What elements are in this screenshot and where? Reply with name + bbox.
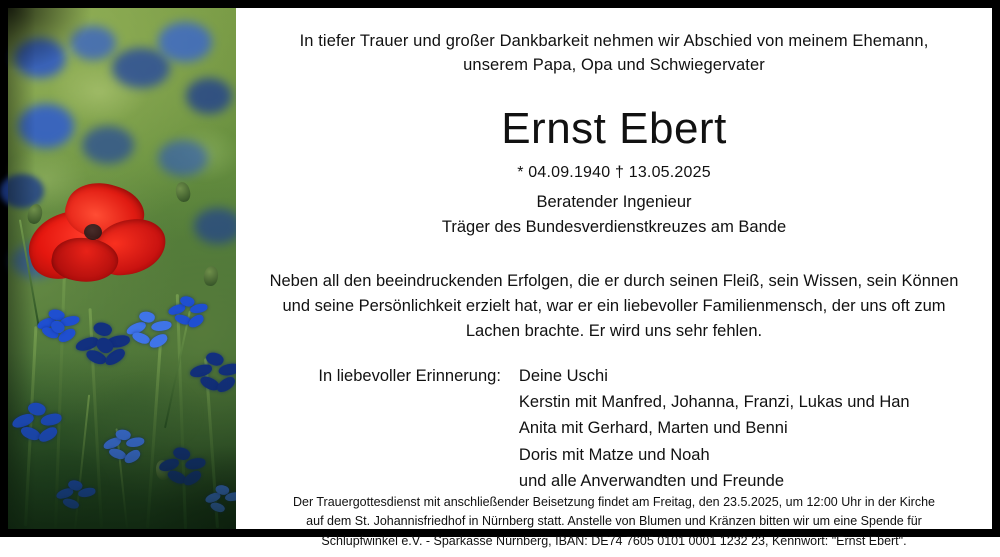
intro-line-2: unserem Papa, Opa und Schwiegervater (463, 55, 765, 74)
profession-and-honour (442, 190, 786, 240)
birth-death-dates: * 04.09.1940 † 13.05.2025 (517, 163, 711, 181)
list-item: Kerstin mit Manfred, Johanna, Franzi, Lukas und Han (518, 393, 910, 412)
memory-label: In liebevoller Erinnerung: (318, 366, 501, 385)
footer-line-3: Schlupfwinkel e.V. - Sparkasse Nürnberg, IBAN: DE74 7605 0101 0001 1232 23, Kennwort: "Ernst Ebert". (321, 533, 907, 548)
intro-block (300, 30, 929, 78)
photo-foreground-grass (8, 8, 236, 529)
list-item: und alle Anverwandten und Freunde (518, 472, 785, 491)
list-item: Doris mit Matze und Noah (518, 445, 710, 464)
tribute-text (270, 269, 959, 343)
list-item: Deine Uschi (518, 366, 608, 385)
tribute-line-1: Neben all den beeindruckenden Erfolgen, die er durch seinen Fleiß, sein Wissen, sein Können (269, 272, 959, 291)
mourners-list (519, 366, 910, 493)
profession: Beratender Ingenieur (536, 192, 692, 211)
tribute-line-3: Lachen brachte. Er wird uns sehr fehlen. (465, 321, 763, 340)
footer-line-2: auf dem St. Johannisfriedhof in Nürnberg statt. Anstelle von Blumen und Kränzen bitten wir um eine Spende für (306, 514, 922, 529)
footer-line-1: Der Trauergottesdienst mit anschließender Beisetzung findet am Freitag, den 23.5.2025, um 12:00 Uhr in der Kirche (292, 494, 936, 509)
deceased-name: Ernst Ebert (501, 103, 727, 153)
intro-line-1: In tiefer Trauer und großer Dankbarkeit nehmen wir Abschied von meinem Ehemann, (299, 32, 929, 50)
obituary-text-column (236, 8, 992, 548)
memory-block (258, 366, 970, 493)
poppy-cornflower-meadow-photo (8, 8, 236, 529)
tribute-line-2: und seine Persönlichkeit erzielt hat, war er ein liebevoller Familienmensch, der uns oft zum (282, 297, 946, 316)
list-item: Anita mit Gerhard, Marten und Benni (518, 419, 788, 438)
obituary-inner (8, 8, 992, 548)
honour: Träger des Bundesverdienstkreuzes am Bande (441, 217, 787, 236)
service-and-donation-info (293, 493, 935, 557)
